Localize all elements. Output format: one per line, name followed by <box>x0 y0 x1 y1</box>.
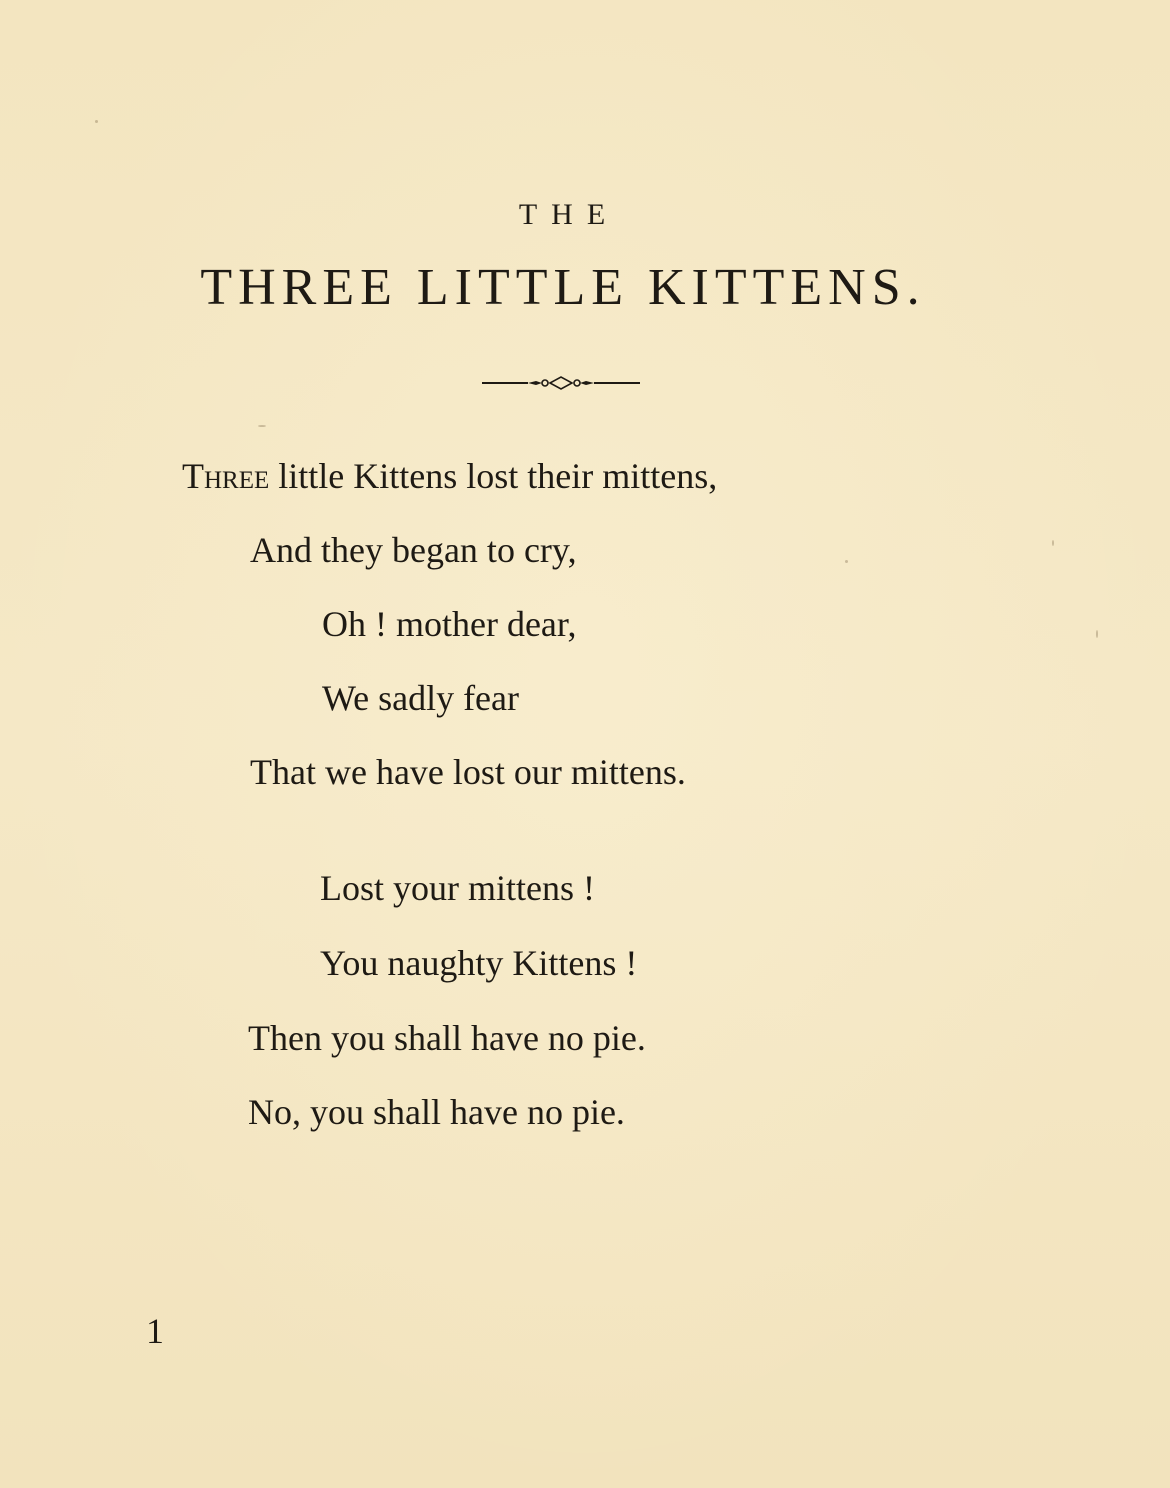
pre-title: THE <box>518 198 620 231</box>
verse-first-line-rest: little Kittens lost their mittens, <box>269 456 718 496</box>
verse-line-1 <box>182 458 717 494</box>
page-number: 1 <box>146 1311 164 1351</box>
verse-first-word: Three <box>182 456 270 496</box>
paper-speck <box>1096 630 1098 638</box>
rule-ornament-icon <box>480 372 642 392</box>
verse-line-6: Lost your mittens ! <box>320 868 595 908</box>
page-title: THREE LITTLE KITTENS. <box>200 259 926 316</box>
paper-speck <box>95 120 98 123</box>
verse-line-8: Then you shall have no pie. <box>248 1018 646 1058</box>
verse-line-2: And they began to cry, <box>250 530 577 570</box>
verse-line-9: No, you shall have no pie. <box>248 1092 625 1132</box>
verse-line-3: Oh ! mother dear, <box>322 604 577 644</box>
paper-speck <box>258 425 266 427</box>
paper-speck <box>845 560 848 563</box>
paper-speck <box>1052 540 1054 546</box>
verse-line-5: That we have lost our mittens. <box>250 752 686 792</box>
verse-line-7: You naughty Kittens ! <box>320 943 638 983</box>
verse-line-4: We sadly fear <box>322 678 519 718</box>
